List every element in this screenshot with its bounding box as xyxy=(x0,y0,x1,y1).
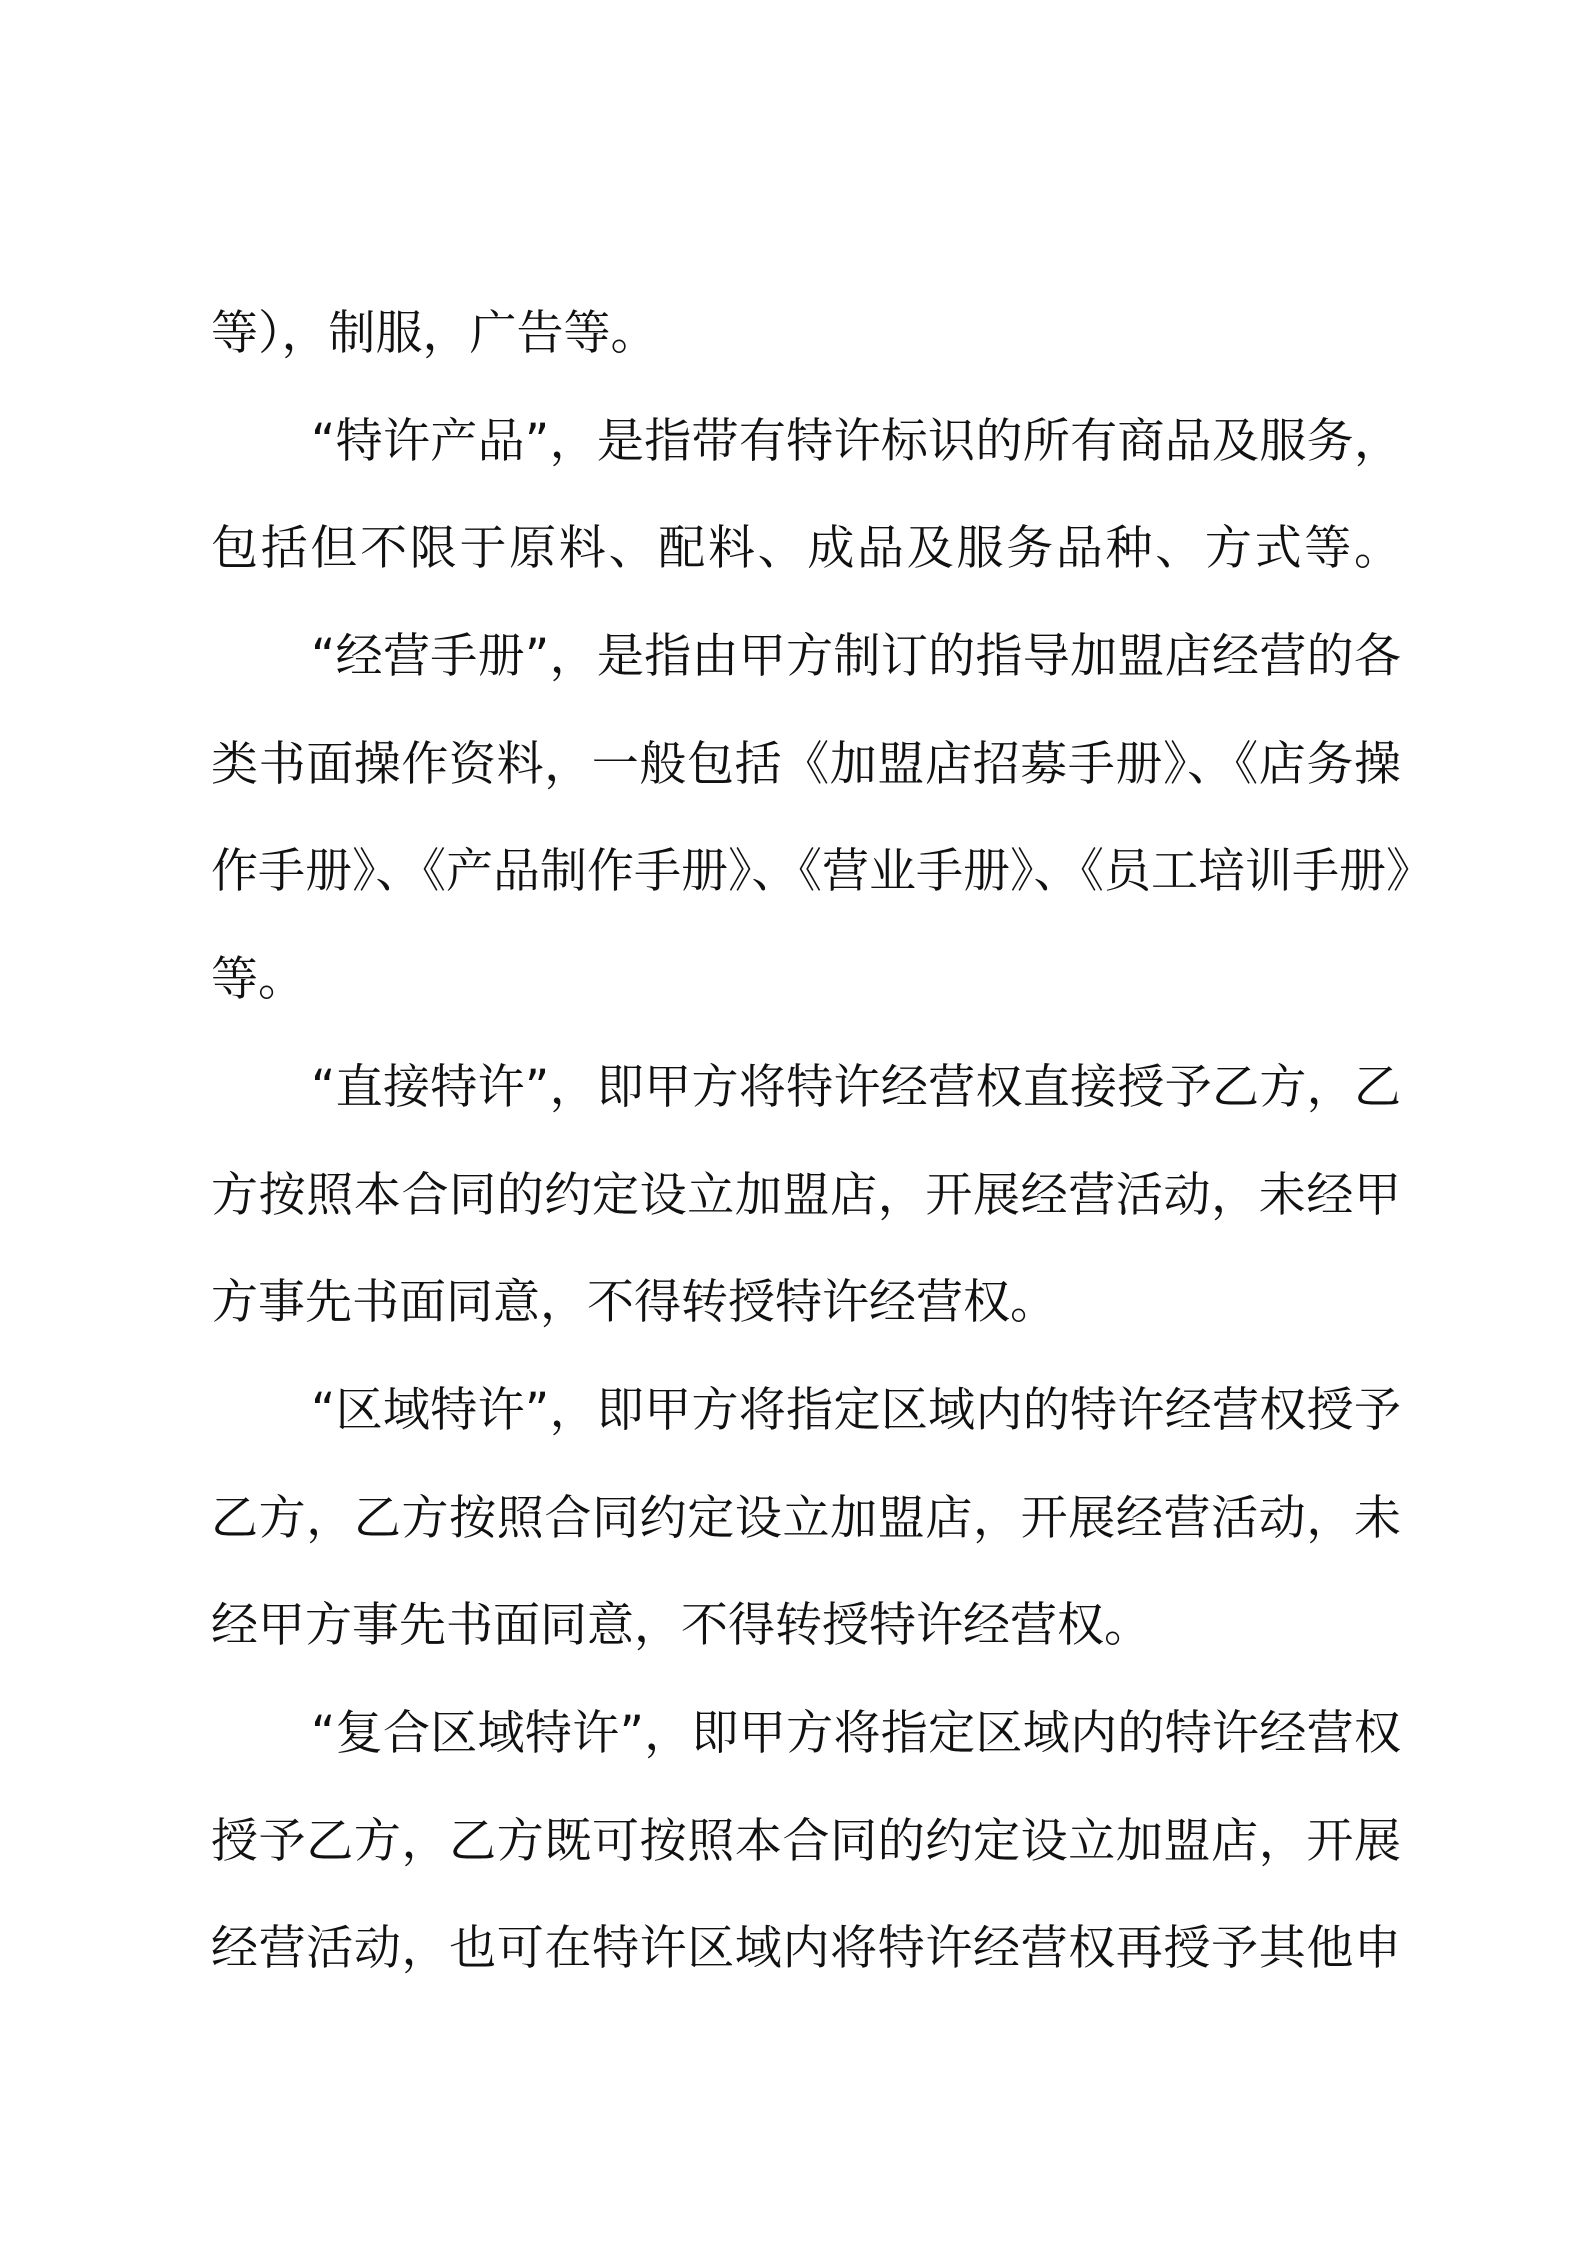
text-line: 经甲方事先书面同意，不得转授特许经营权。 xyxy=(211,1598,1151,1654)
text-line: “复合区域特许”，即甲方将指定区域内的特许经营权 xyxy=(311,1705,1401,1761)
document-body xyxy=(211,280,1433,2003)
text-line: 等），制服，广告等。 xyxy=(211,306,658,361)
text-line: 等。 xyxy=(211,952,305,1008)
text-line: 方事先书面同意，不得转授特许经营权。 xyxy=(211,1275,1057,1331)
text-line: 乙方，乙方按照合同约定设立加盟店，开展经营活动，未 xyxy=(211,1490,1401,1546)
text-line: 授予乙方，乙方既可按照本合同的约定设立加盟店，开展 xyxy=(211,1813,1401,1869)
text-line: 方按照本合同的约定设立加盟店，开展经营活动，未经甲 xyxy=(211,1167,1401,1223)
text-line: 包括但不限于原料、配料、成品及服务品种、方式等。 xyxy=(211,521,1401,577)
text-line: “经营手册”，是指由甲方制订的指导加盟店经营的各 xyxy=(311,629,1401,685)
text-line: “直接特许”，即甲方将特许经营权直接授予乙方，乙 xyxy=(311,1059,1401,1115)
text-line: 经营活动，也可在特许区域内将特许经营权再授予其他申 xyxy=(211,1921,1401,1977)
text-line: “特许产品”，是指带有特许标识的所有商品及服务， xyxy=(311,413,1401,469)
text-line: 作手册》、《产品制作手册》、《营业手册》、《员工培训手册》 xyxy=(211,844,1433,900)
text-line: 类书面操作资料，一般包括《加盟店招募手册》、《店务操 xyxy=(211,736,1401,792)
text-line: “区域特许”，即甲方将指定区域内的特许经营权授予 xyxy=(311,1382,1401,1438)
